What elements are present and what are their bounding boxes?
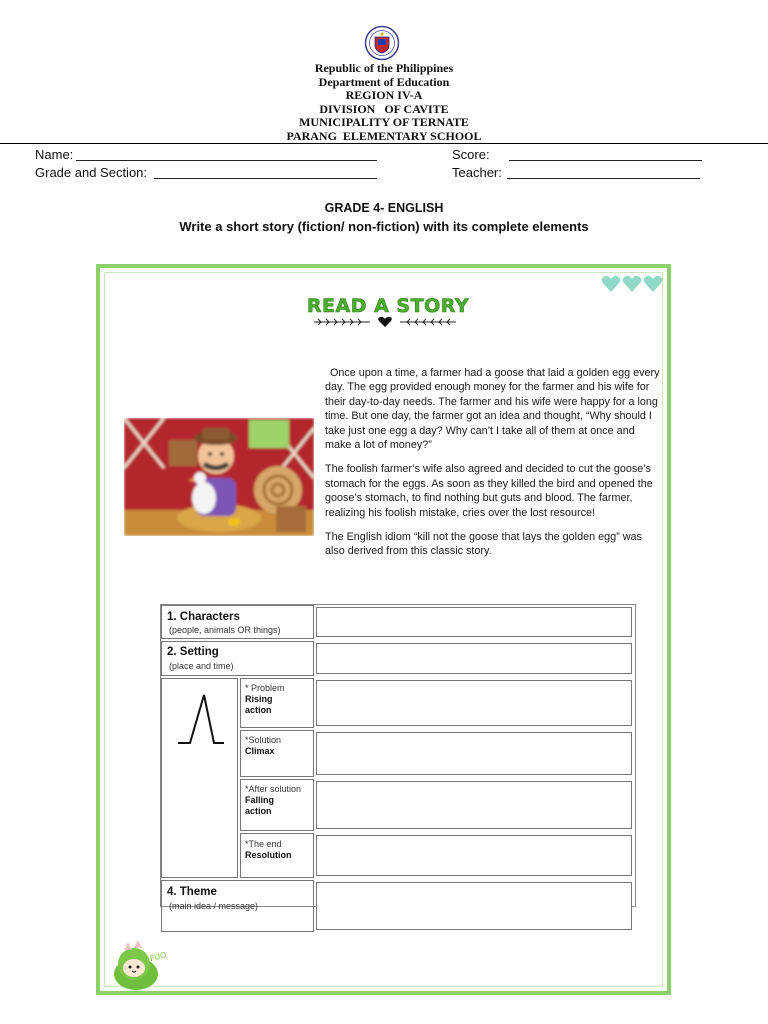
instruction-text: Write a short story (fiction/ non-fiction) with its complete elements <box>179 219 589 234</box>
story-paragraph: The foolish farmer’s wife also agreed and decided to cut the goose’s stomach for the eggs. As soon as they killed the bird and opened the goose’s stomach, to find nothing but guts and blood. The farmer, realizing his foolish mistake, cries over the lost resource! <box>325 463 653 519</box>
score-line[interactable] <box>509 160 702 161</box>
header-division: DIVISION OF CAVITE <box>319 101 449 116</box>
teacher-line[interactable] <box>507 178 700 179</box>
rising-action-answer-box[interactable] <box>316 680 632 726</box>
name-line[interactable] <box>76 160 377 161</box>
read-a-story-banner: READ A STORY <box>306 295 470 317</box>
plot-title: Climax <box>245 746 275 756</box>
arrow-heart-decoration-icon <box>310 316 460 328</box>
theme-sub: (main idea / message) <box>169 901 259 911</box>
setting-label-cell <box>161 641 314 676</box>
setting-answer-box[interactable] <box>316 643 632 674</box>
grade-section-line[interactable] <box>154 178 377 179</box>
plot-rising-cell <box>240 678 314 728</box>
characters-title: 1. Characters <box>167 611 240 623</box>
header-region: REGION IV-A <box>345 88 423 103</box>
plot-diagram-cell <box>161 678 238 878</box>
setting-sub: (place and time) <box>169 661 234 671</box>
theme-answer-box[interactable] <box>316 882 632 930</box>
header-school: PARANG ELEMENTARY SCHOOL <box>286 128 482 143</box>
theme-label-cell <box>161 880 314 932</box>
falling-action-answer-box[interactable] <box>316 781 632 829</box>
plot-title: action <box>245 806 272 816</box>
theme-title: 4. Theme <box>167 886 217 898</box>
plot-note: *Solution <box>245 735 282 745</box>
setting-title: 2. Setting <box>167 646 219 658</box>
hearts-decoration-icon <box>600 273 664 295</box>
mascot-text: FUO <box>148 950 168 964</box>
plot-note: *The end <box>245 839 282 849</box>
dinosaur-mascot-icon <box>106 938 176 990</box>
plot-resolution-cell <box>240 833 314 878</box>
name-label: Name: <box>35 147 74 162</box>
plot-mountain-icon <box>174 687 226 747</box>
plot-title: Falling <box>245 795 274 805</box>
plot-climax-cell <box>240 730 314 777</box>
resolution-answer-box[interactable] <box>316 835 632 876</box>
school-header <box>0 62 768 144</box>
grade-section-label: Grade and Section: <box>35 165 148 180</box>
climax-answer-box[interactable] <box>316 732 632 775</box>
farmer-goose-illustration <box>124 418 314 536</box>
subject-title: GRADE 4- ENGLISH <box>324 201 444 215</box>
header-republic: Republic of the Philippines <box>314 61 454 75</box>
story-text <box>325 366 660 569</box>
plot-title: Rising <box>245 694 273 704</box>
plot-note: * Problem <box>245 683 285 693</box>
score-label: Score: <box>452 147 490 162</box>
header-municipality: MUNICIPALITY OF TERNATE <box>299 115 469 130</box>
deped-seal-icon <box>364 25 400 61</box>
characters-label-cell <box>161 605 314 639</box>
plot-title: action <box>245 705 272 715</box>
teacher-label: Teacher: <box>452 165 502 180</box>
characters-answer-box[interactable] <box>316 607 632 637</box>
header-department: Department of Education <box>318 74 450 89</box>
header-divider <box>0 143 768 144</box>
story-paragraph: Once upon a time, a farmer had a goose that laid a golden egg every day. The egg provided enough money for the farmer and his wife for their day-to-day needs. The farmer and his wife were happy for a long time. But one day, the farmer got an idea and thought, “Why should I take just one egg a day? Why can’t I take all of them at once and make a lot of money?” <box>325 367 660 452</box>
plot-falling-cell <box>240 779 314 831</box>
story-paragraph: The English idiom “kill not the goose that lays the golden egg” was also derived from this classic story. <box>325 531 642 558</box>
characters-sub: (people, animals OR things) <box>169 625 281 635</box>
plot-title: Resolution <box>245 850 292 860</box>
plot-note: *After solution <box>245 784 302 794</box>
